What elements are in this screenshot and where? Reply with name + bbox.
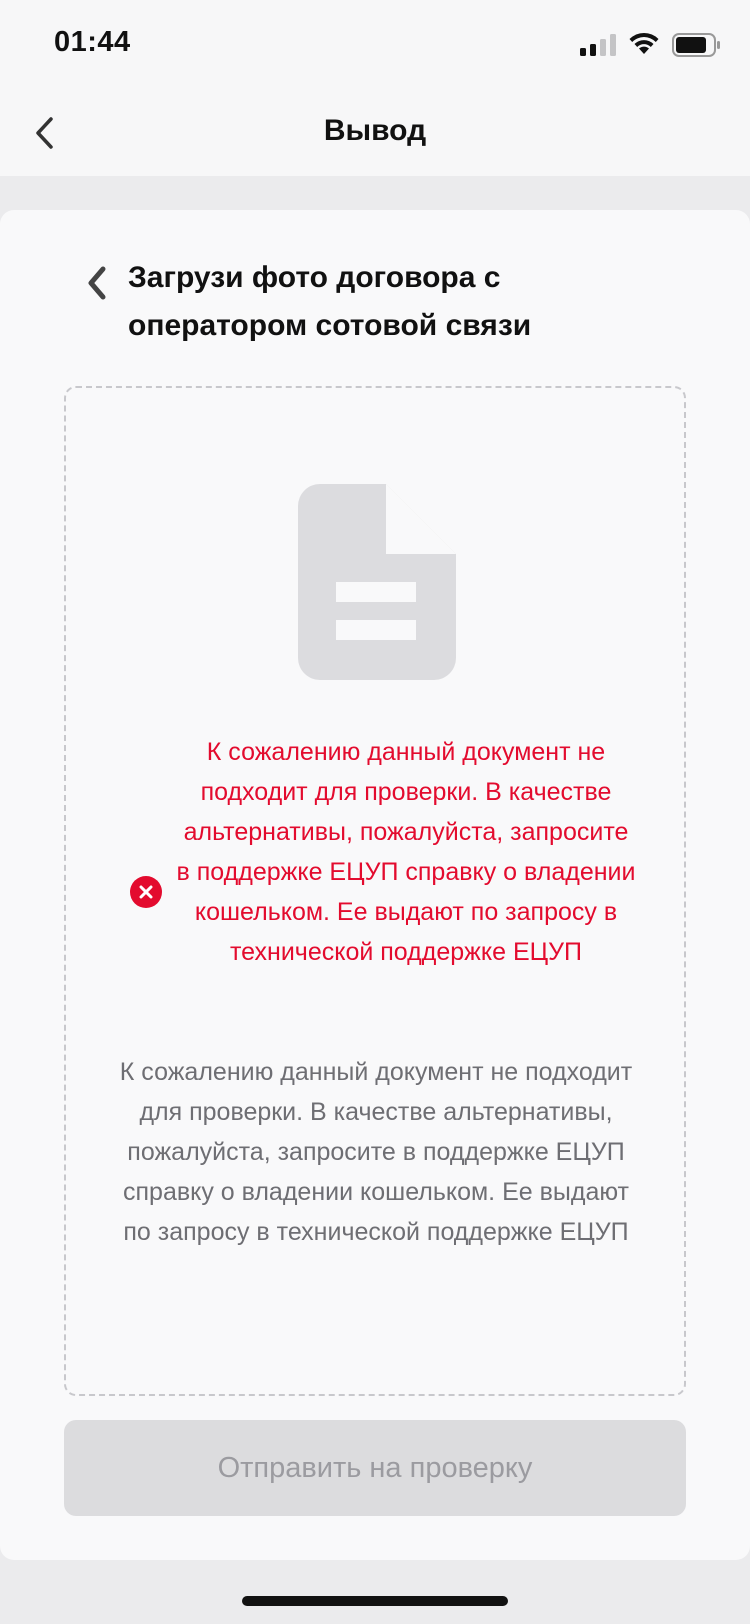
upload-title: Загрузи фото договора с оператором сотовой связи: [128, 261, 532, 342]
error-message: К сожалению данный документ не подходит для проверки. В качестве альтернативы, пожалуйста, запросите в поддержке ЕЦУП справку о владении кошельком. Ее выдают по запросу в технической поддержке ЕЦУП: [176, 738, 636, 966]
page-title: Вывод: [323, 114, 427, 147]
status-icons: [580, 30, 720, 60]
home-indicator[interactable]: [242, 1596, 508, 1606]
info-message: К сожалению данный документ не подходит для проверки. В качестве альтернативы, пожалуйста, запросите в поддержке ЕЦУП справку о владении кошельком. Ее выдают по запросу в технической поддержке ЕЦУП: [119, 1058, 633, 1246]
status-time: 01:44: [54, 26, 131, 58]
submit-for-review-button[interactable]: Отправить на проверку: [64, 1420, 686, 1516]
error-icon: [130, 876, 162, 908]
close-icon: [139, 885, 153, 899]
battery-icon: [672, 33, 722, 57]
upload-dropzone[interactable]: [64, 386, 686, 1396]
signal-icon: [580, 34, 618, 56]
step-back-button[interactable]: [78, 260, 114, 306]
chevron-left-icon: [84, 265, 108, 301]
top-bar: [0, 0, 750, 176]
document-icon: [298, 484, 456, 680]
wifi-icon: [628, 32, 660, 56]
upload-card: [0, 210, 750, 1560]
